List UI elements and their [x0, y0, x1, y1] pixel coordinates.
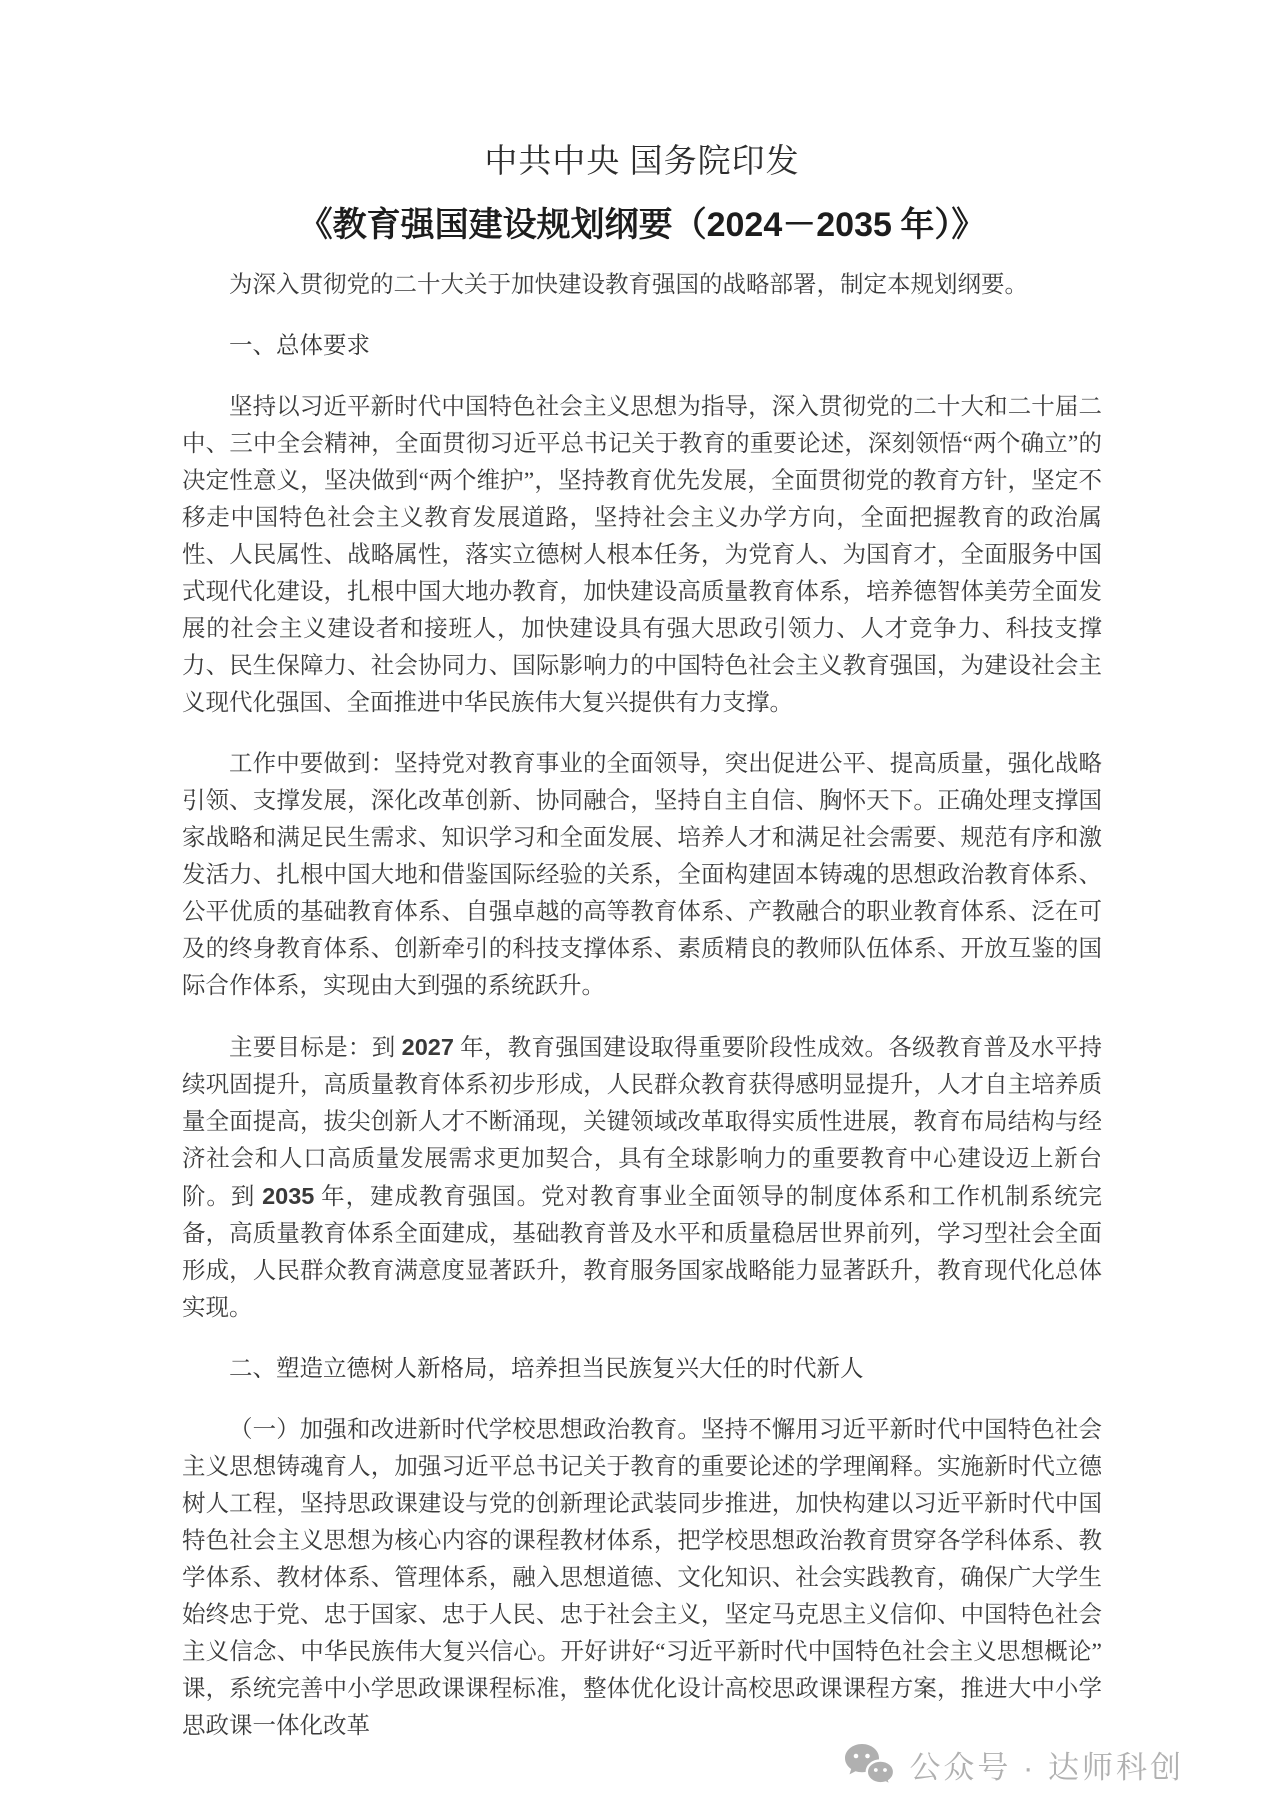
body-paragraph: （一）加强和改进新时代学校思想政治教育。坚持不懈用习近平新时代中国特色社会主义思想铸魂育人，加强习近平总书记关于教育的重要论述的学理阐释。实施新时代立德树人工程，坚持思政课建设与党的创新理论武装同步推进，加快构建以习近平新时代中国特色社会主义思想为核心内容的课程教材体系，把学校思想政治教育贯穿各学科体系、教学体系、教材体系、管理体系，融入思想道德、文化知识、社会实践教育，确保广大学生始终忠于党、忠于国家、忠于人民、忠于社会主义，坚定马克思主义信仰、中国特色社会主义信念、中华民族伟大复兴信心。开好讲好“习近平新时代中国特色社会主义思想概论”课，系统完善中小学思政课课程标准，整体优化设计高校思政课课程方案，推进大中小学思政课一体化改革	[182, 1417, 1102, 1739]
document-body	[182, 328, 1102, 1745]
body-paragraph: 主要目标是：到 2027 年，教育强国建设取得重要阶段性成效。各级教育普及水平持续巩固提升，高质量教育体系初步形成，人民群众教育获得感明显提升，人才自主培养质量全面提高，拔尖创新人才不断涌现，关键领域改革取得实质性进展，教育布局结构与经济社会和人口高质量发展需求更加契合，具有全球影响力的重要教育中心建设迈上新台阶。到 2035 年，建成教育强国。党对教育事业全面领导的制度体系和工作机制系统完备，高质量教育体系全面建成，基础教育普及水平和质量稳居世界前列，学习型社会全面形成，人民群众教育满意度显著跃升，教育服务国家战略能力显著跃升，教育现代化总体实现。	[182, 1034, 1103, 1321]
document-title-line1: 中共中央 国务院印发	[484, 144, 800, 180]
section-heading: 一、总体要求	[229, 333, 370, 359]
wechat-icon	[843, 1743, 895, 1787]
body-paragraph: 工作中要做到：坚持党对教育事业的全面领导，突出促进公平、提高质量，强化战略引领、支撑发展，深化改革创新、协同融合，坚持自主自信、胸怀天下。正确处理支撑国家战略和满足民生需求、知识学习和全面发展、培养人才和满足社会需要、规范有序和激发活力、扎根中国大地和借鉴国际经验的关系，全面构建固本铸魂的思想政治教育体系、公平优质的基础教育体系、自强卓越的高等教育体系、产教融合的职业教育体系、泛在可及的终身教育体系、创新牵引的科技支撑体系、素质精良的教师队伍体系、开放互鉴的国际合作体系，实现由大到强的系统跃升。	[182, 751, 1102, 999]
document-title-line2: 《教育强国建设规划纲要（2024－2035 年）》	[298, 206, 986, 244]
intro-paragraph: 为深入贯彻党的二十大关于加快建设教育强国的战略部署，制定本规划纲要。	[229, 272, 1028, 298]
watermark	[843, 1742, 1184, 1787]
section-heading: 二、塑造立德树人新格局，培养担当民族复兴大任的时代新人	[229, 1356, 864, 1382]
watermark-text: 公众号 · 达师科创	[909, 1750, 1184, 1785]
body-paragraph: 坚持以习近平新时代中国特色社会主义思想为指导，深入贯彻党的二十大和二十届二中、三中全会精神，全面贯彻习近平总书记关于教育的重要论述，深刻领悟“两个确立”的决定性意义，坚决做到“两个维护”，坚持教育优先发展，全面贯彻党的教育方针，坚定不移走中国特色社会主义教育发展道路，坚持社会主义办学方向，全面把握教育的政治属性、人民属性、战略属性，落实立德树人根本任务，为党育人、为国育才，全面服务中国式现代化建设，扎根中国大地办教育，加快建设高质量教育体系，培养德智体美劳全面发展的社会主义建设者和接班人，加快建设具有强大思政引领力、人才竞争力、科技支撑力、民生保障力、社会协同力、国际影响力的中国特色社会主义教育强国，为建设社会主义现代化强国、全面推进中华民族伟大复兴提供有力支撑。	[182, 394, 1102, 716]
